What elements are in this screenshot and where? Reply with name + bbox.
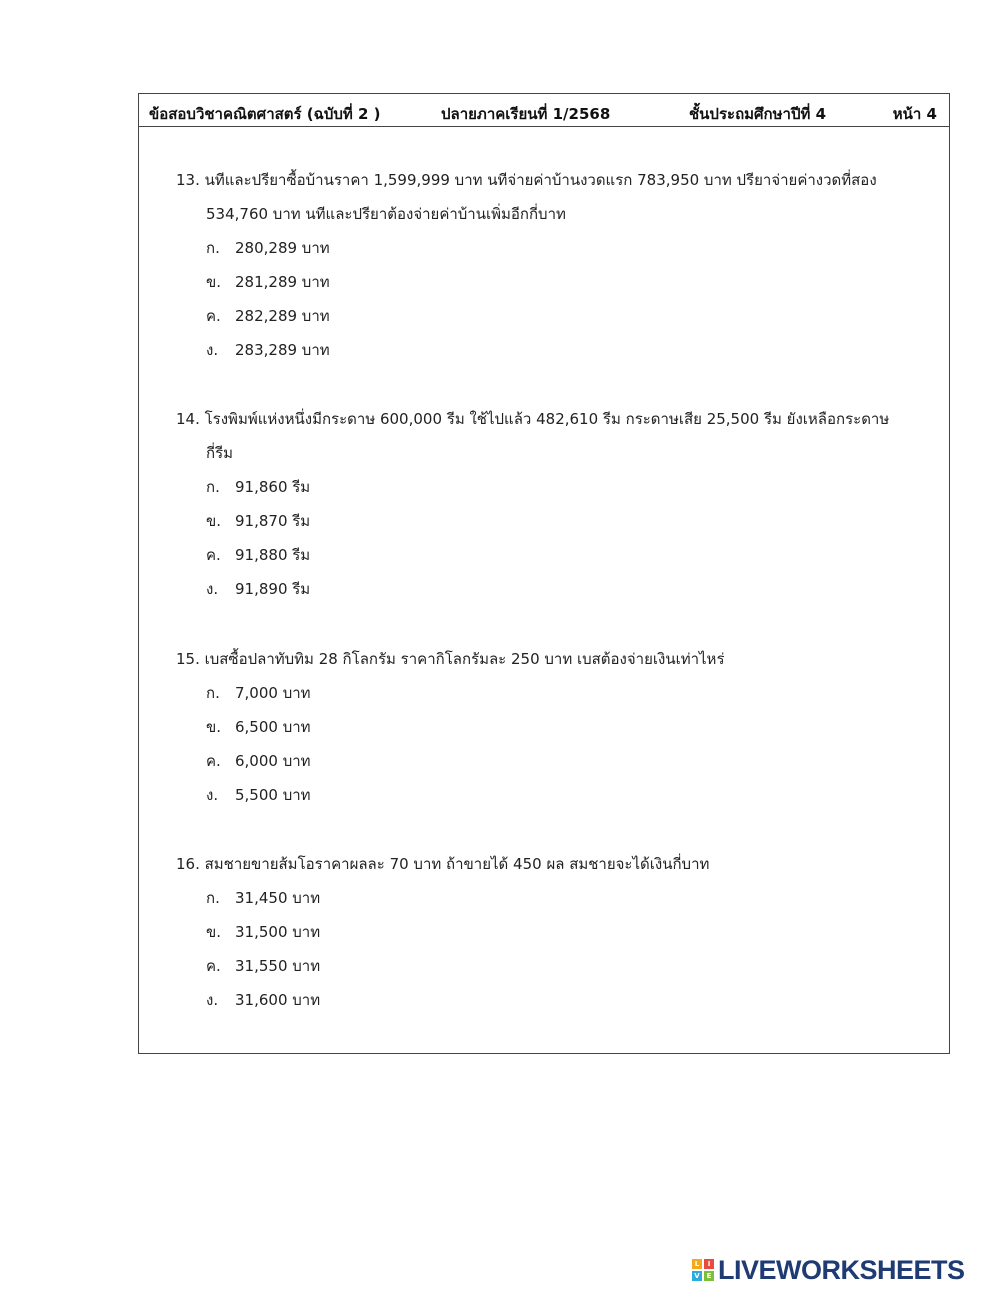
option-text: 6,500 บาท — [235, 718, 311, 736]
answer-option[interactable] — [176, 949, 709, 983]
answer-option[interactable] — [176, 744, 725, 778]
answer-option[interactable] — [176, 676, 725, 710]
question-13 — [176, 163, 877, 367]
question-text: 15. เบสซื้อปลาทับทิม 28 กิโลกรัม ราคากิโลกรัมละ 250 บาท เบสต้องจ่ายเงินเท่าไหร่ — [176, 650, 725, 668]
answer-option[interactable] — [176, 572, 889, 606]
option-letter: ข. — [206, 718, 222, 736]
option-text: 31,450 บาท — [235, 889, 321, 907]
page-header — [138, 93, 950, 127]
option-text: 282,289 บาท — [235, 307, 330, 325]
option-letter: ข. — [206, 512, 222, 530]
logo-tile: I — [704, 1259, 714, 1269]
answer-option[interactable] — [176, 881, 709, 915]
answer-option[interactable] — [176, 915, 709, 949]
option-text: 91,860 รีม — [235, 478, 311, 496]
option-letter: ค. — [206, 957, 221, 975]
option-text: 31,500 บาท — [235, 923, 321, 941]
option-text: 283,289 บาท — [235, 341, 330, 359]
option-letter: ค. — [206, 546, 221, 564]
logo-tile: V — [692, 1271, 702, 1281]
answer-option[interactable] — [176, 299, 877, 333]
option-text: 6,000 บาท — [235, 752, 311, 770]
answer-option[interactable] — [176, 710, 725, 744]
option-letter: ง. — [206, 991, 219, 1009]
question-16 — [176, 847, 709, 1017]
option-text: 280,289 บาท — [235, 239, 330, 257]
liveworksheets-logo[interactable] — [692, 1255, 965, 1285]
question-15 — [176, 642, 725, 812]
option-letter: ง. — [206, 786, 219, 804]
question-text-continued: กี่รีม — [206, 444, 234, 462]
grade-level: ชั้นประถมศึกษาปีที่ 4 — [689, 105, 827, 123]
answer-option[interactable] — [176, 333, 877, 367]
question-text-continued: 534,760 บาท นทีและปรียาต้องจ่ายค่าบ้านเพิ่มอีกกี่บาท — [206, 205, 566, 223]
option-letter: ก. — [206, 684, 220, 702]
option-letter: ง. — [206, 580, 219, 598]
question-text: 13. นทีและปรียาซื้อบ้านราคา 1,599,999 บาท นทีจ่ายค่าบ้านงวดแรก 783,950 บาท ปรียาจ่ายค่างวดที่สอง — [176, 171, 877, 189]
option-letter: ก. — [206, 889, 220, 907]
answer-option[interactable] — [176, 778, 725, 812]
exam-subject: ข้อสอบวิชาคณิตศาสตร์ (ฉบับที่ 2 ) — [149, 105, 381, 123]
option-letter: ค. — [206, 307, 221, 325]
question-text: 16. สมชายขายส้มโอราคาผลละ 70 บาท ถ้าขายได้ 450 ผล สมชายจะได้เงินกี่บาท — [176, 855, 710, 873]
answer-option[interactable] — [176, 470, 889, 504]
answer-option[interactable] — [176, 983, 709, 1017]
option-letter: ข. — [206, 923, 222, 941]
page-number: หน้า 4 — [892, 105, 937, 123]
option-text: 7,000 บาท — [235, 684, 311, 702]
option-text: 91,890 รีม — [235, 580, 311, 598]
question-text: 14. โรงพิมพ์แห่งหนึ่งมีกระดาษ 600,000 รีม ใช้ไปแล้ว 482,610 รีม กระดาษเสีย 25,500 รีม ยังเหลือกระดาษ — [176, 410, 890, 428]
question-14 — [176, 402, 889, 606]
option-text: 91,880 รีม — [235, 546, 311, 564]
logo-tile: E — [704, 1271, 714, 1281]
option-letter: ง. — [206, 341, 219, 359]
option-text: 91,870 รีม — [235, 512, 311, 530]
logo-text: LIVEWORKSHEETS — [718, 1254, 965, 1285]
option-text: 31,550 บาท — [235, 957, 321, 975]
option-text: 31,600 บาท — [235, 991, 321, 1009]
answer-option[interactable] — [176, 231, 877, 265]
option-text: 5,500 บาท — [235, 786, 311, 804]
answer-option[interactable] — [176, 265, 877, 299]
option-letter: ก. — [206, 239, 220, 257]
answer-option[interactable] — [176, 538, 889, 572]
option-letter: ค. — [206, 752, 221, 770]
exam-term: ปลายภาคเรียนที่ 1/2568 — [441, 105, 611, 123]
logo-tile: L — [692, 1259, 702, 1269]
option-text: 281,289 บาท — [235, 273, 330, 291]
logo-tiles-icon — [692, 1259, 714, 1281]
option-letter: ก. — [206, 478, 220, 496]
option-letter: ข. — [206, 273, 222, 291]
answer-option[interactable] — [176, 504, 889, 538]
